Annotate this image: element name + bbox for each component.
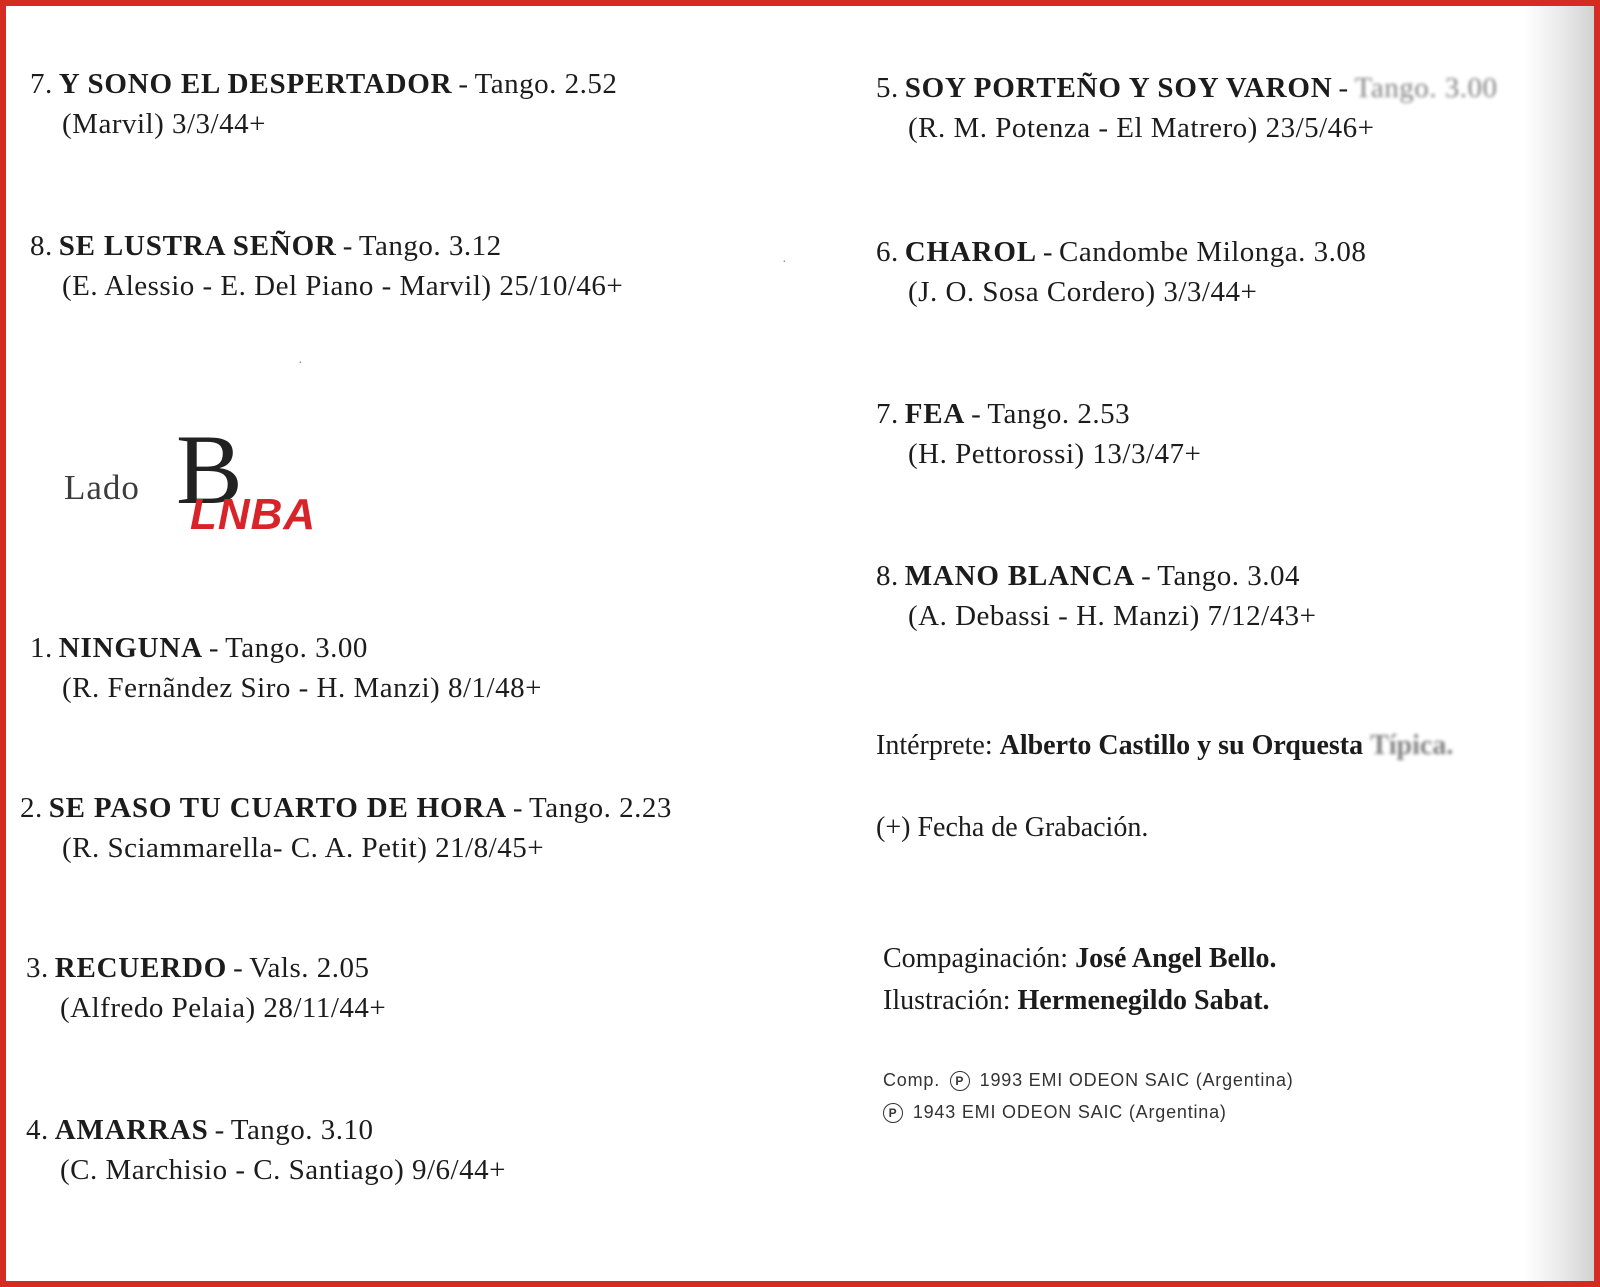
track-b1: 1. NINGUNA - Tango. 3.00 (R. Fernãndez Siro - H. Manzi) 8/1/48+ [30, 628, 542, 708]
track-b2: 2. SE PASO TU CUARTO DE HORA - Tango. 2.23 (R. Sciammarella- C. A. Petit) 21/8/45+ [20, 788, 672, 868]
compilation-credit [883, 938, 1277, 980]
production-credits [883, 938, 1277, 1022]
track-b3: 3. RECUERDO - Vals. 2.05 (Alfredo Pelaia) 28/11/44+ [26, 948, 386, 1028]
illustration-label: Ilustración: [883, 985, 1011, 1016]
track-genre-duration: Tango. 3.12 [358, 230, 502, 262]
track-genre-duration: Tango. 2.53 [987, 398, 1131, 430]
side-label-word: Lado [64, 468, 140, 507]
track-b7: 7. FEA - Tango. 2.53 (H. Pettorossi) 13/3/47+ [876, 394, 1201, 474]
track-number: 8. [30, 230, 53, 262]
track-genre-duration: Tango. 3.00 [225, 632, 368, 664]
track-number: 2. [20, 792, 43, 824]
performer-line [876, 730, 1453, 762]
track-title: SOY PORTEÑO Y SOY VARON [904, 72, 1333, 104]
track-credits: (Alfredo Pelaia) 28/11/44+ [60, 992, 387, 1024]
illustration-credit [883, 980, 1277, 1022]
track-number: 1. [30, 632, 53, 664]
copyright-notice [883, 1064, 1294, 1128]
copyright-line-1 [883, 1064, 1294, 1096]
performer-label: Intérprete: [876, 730, 993, 761]
track-genre-duration: Tango. 3.10 [230, 1114, 374, 1146]
track-number: 5. [876, 72, 899, 104]
track-credits: (Marvil) 3/3/44+ [62, 108, 266, 140]
track-title: AMARRAS [54, 1114, 209, 1146]
performer-name: Alberto Castillo y su Orquesta [999, 730, 1364, 761]
phonogram-copyright-icon: P [950, 1071, 970, 1091]
copyright-text: 1993 EMI ODEON SAIC (Argentina) [979, 1070, 1294, 1090]
phonogram-copyright-icon: P [883, 1103, 903, 1123]
track-genre-duration: Tango. 2.52 [474, 68, 618, 100]
track-b6: 6. CHAROL - Candombe Milonga. 3.08 (J. O. Sosa Cordero) 3/3/44+ [876, 232, 1366, 312]
illustration-value: Hermenegildo Sabat. [1017, 985, 1270, 1016]
scan-speck: · [298, 356, 303, 371]
lnba-watermark: LNBA [190, 490, 317, 539]
copyright-prefix: Comp. [883, 1070, 941, 1090]
track-credits: (R. Sciammarella- C. A. Petit) 21/8/45+ [62, 832, 545, 864]
copyright-text: 1943 EMI ODEON SAIC (Argentina) [912, 1102, 1227, 1122]
track-b4: 4. AMARRAS - Tango. 3.10 (C. Marchisio - C. Santiago) 9/6/44+ [26, 1110, 506, 1190]
track-credits: (C. Marchisio - C. Santiago) 9/6/44+ [60, 1154, 506, 1186]
track-b8: 8. MANO BLANCA - Tango. 3.04 (A. Debassi - H. Manzi) 7/12/43+ [876, 556, 1316, 636]
track-genre-duration: Tango. 2.23 [529, 792, 672, 824]
side-label-letter: B [176, 414, 243, 525]
track-credits: (A. Debassi - H. Manzi) 7/12/43+ [908, 600, 1317, 632]
track-title: FEA [904, 398, 966, 430]
track-title: CHAROL [904, 236, 1037, 268]
track-title: RECUERDO [54, 952, 228, 984]
compilation-label: Compaginación: [883, 943, 1069, 974]
track-credits: (J. O. Sosa Cordero) 3/3/44+ [908, 276, 1258, 308]
track-number: 7. [876, 398, 899, 430]
track-genre-duration: Tango. 3.04 [1157, 560, 1301, 592]
track-a8: 8. SE LUSTRA SEÑOR - Tango. 3.12 (E. Alessio - E. Del Piano - Marvil) 25/10/46+ [30, 226, 623, 306]
track-credits: (R. M. Potenza - El Matrero) 23/5/46+ [908, 112, 1375, 144]
track-number: 7. [30, 68, 53, 100]
track-number: 4. [26, 1114, 49, 1146]
track-title: Y SONO EL DESPERTADOR [58, 68, 453, 100]
scan-speck: · [782, 255, 787, 270]
page-edge-shadow [1524, 6, 1594, 1281]
track-number: 6. [876, 236, 899, 268]
track-title: SE PASO TU CUARTO DE HORA [48, 792, 507, 824]
recording-date-footnote: (+) Fecha de Grabación. [876, 812, 1149, 843]
track-title: NINGUNA [58, 632, 203, 664]
track-genre-duration: Candombe Milonga. 3.08 [1059, 236, 1367, 268]
track-title: MANO BLANCA [904, 560, 1136, 592]
track-credits: (R. Fernãndez Siro - H. Manzi) 8/1/48+ [62, 672, 542, 704]
performer-name-faded: Típica. [1370, 730, 1454, 761]
track-title: SE LUSTRA SEÑOR [58, 230, 337, 262]
track-genre-duration: Tango. 3.00 [1354, 72, 1498, 104]
track-a7: 7. Y SONO EL DESPERTADOR - Tango. 2.52 (Marvil) 3/3/44+ [30, 64, 617, 144]
copyright-line-2 [883, 1096, 1294, 1128]
track-credits: (E. Alessio - E. Del Piano - Marvil) 25/10/46+ [62, 270, 624, 302]
track-genre-duration: Vals. 2.05 [249, 952, 370, 984]
compilation-value: José Angel Bello. [1075, 943, 1277, 974]
track-number: 8. [876, 560, 899, 592]
track-number: 3. [26, 952, 49, 984]
track-credits: (H. Pettorossi) 13/3/47+ [908, 438, 1202, 470]
track-b5: 5. SOY PORTEÑO Y SOY VARON - Tango. 3.00 (R. M. Potenza - El Matrero) 23/5/46+ [876, 68, 1497, 148]
